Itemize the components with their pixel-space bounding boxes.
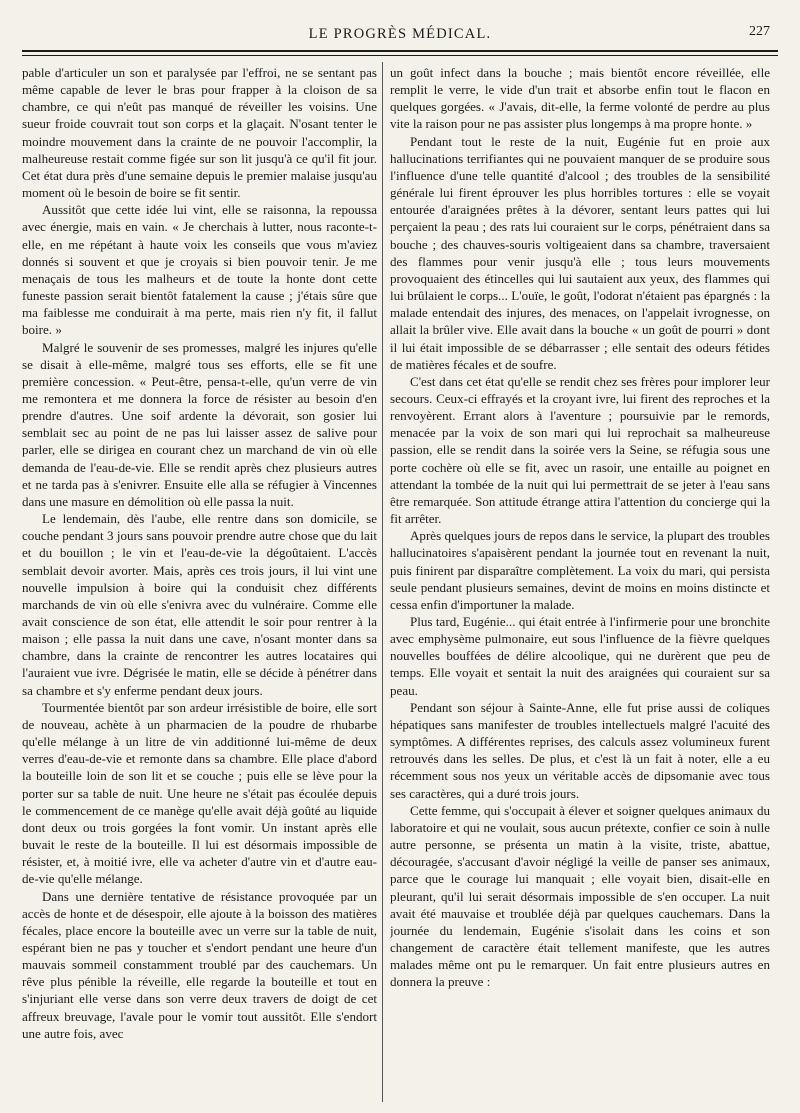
paragraph: pable d'articuler un son et paralysée par l'effroi, ne se sentant pas même capable de lever le bras pour frapper à la cloison de sa chambre, ce qui n'eût pas manqué de réveiller les voisins. Une sueur froide couvrait tout son corps et la glaçait. N'osant tenter le moindre mouvement dans la crainte de ne pouvoir l'accomplir, la malheureuse restait comme figée sur son lit jusqu'à ce qu'il fit jour. Cet état dura près d'une semaine depuis le premier malaise jusqu'au moment où le besoin de boire se fit sentir. <box>22 65 377 201</box>
paragraph: Dans une dernière tentative de résistance provoquée par un accès de honte et de désespoir, elle ajoute à la boisson des matières fécales, place encore la bouteille avec un verre sur la table de nuit, espérant bien ne pas y toucher et s'endort pendant une heure d'un mauvais sommeil constamment troublé par des cauchemars. Un rêve plus pénible la réveille, elle regarde la bouteille et tout en s'injuriant elle verse dans son verre deux travers de doigt de cet affreux breuvage, l'avale pour le vomir tout aussitôt. Elle s'endort une autre fois, avec <box>22 888 377 1041</box>
paragraph: Après quelques jours de repos dans le service, la plupart des troubles hallucinatoires s'apaisèrent pendant la journée tout en revenant la nuit, puis finirent par disparaître complètement. La voix du mari, qui persista seule pendant plusieurs semaines, devint de moins en moins distincte et cessa enfin d'importuner la malade. <box>390 528 770 612</box>
paragraph: Pendant son séjour à Sainte-Anne, elle fut prise aussi de coliques hépatiques sans manifester de troubles intellectuels malgré l'acuité des symptômes. A différentes reprises, des calculs assez volumineux furent retrouvés dans les selles. De plus, et c'est là un fait à noter, elle a eu récemment sous nos yeux un véritable accès de dipsomanie avec tous ses caractères, qui a duré trois jours. <box>390 699 770 801</box>
header-rule-thick <box>22 50 778 52</box>
left-column <box>22 64 377 1104</box>
paragraph: Cette femme, qui s'occupait à élever et soigner quelques animaux du laboratoire et qui ne voulait, sous aucun prétexte, confier ce soin à nulle autre personne, se présenta un matin à la visite, triste, abattue, découragée, s'accusant d'avoir négligé la veille de panser ses animaux, parce que le courage lui manquait ; elle voyait bien, disait-elle en pleurant, qu'il lui serait désormais impossible de s'en occuper. La nuit avait été mauvaise et troublée déjà par quelques cauchemars. Dans la journée du lendemain, Eugénie s'isolait dans les coins et son changement de caractère était tellement manifeste, que les autres malades même ont pu le remarquer. Un fait entre plusieurs autres en donnera la preuve : <box>390 802 770 990</box>
paragraph: Tourmentée bientôt par son ardeur irrésistible de boire, elle sort de nouveau, achète à un pharmacien de la poudre de rhubarbe qu'elle mélange à un litre de vin additionné lui-même de deux verres d'eau-de-vie et remonte dans sa chambre. Elle place d'abord la bouteille loin de son lit et se couche ; puis elle se lève pour la porter sur sa table de nuit. Une heure ne s'était pas écoulée depuis le commencement de ce manège qu'elle avait déjà goûté au liquide dont deux ou trois gorgées la font vomir. Un instant après elle buvait le reste de la bouteille. Il lui est désormais impossible de résister, et, à moitié ivre, elle va acheter d'autre vin et d'autre eau-de-vie qu'elle mélange. <box>22 699 377 887</box>
paragraph: Aussitôt que cette idée lui vint, elle se raisonna, la repoussa avec énergie, mais en vain. « Je cherchais à lutter, nous raconte-t-elle, en me répétant à haute voix les conseils que vous m'aviez donnés si souvent et que je croyais si bien pouvoir tenir. Je me menaçais de tous les malheurs et de toute la honte dont cette funeste passion serait bientôt fatalement la cause ; j'étais sûre que ma faiblesse me conduirait à ma perte, mais rien n'y fit, il fallut boire. » <box>22 202 377 338</box>
column-divider <box>382 62 383 1102</box>
page-number: 227 <box>749 24 770 39</box>
page-header <box>0 24 800 46</box>
header-rule-thin <box>22 55 778 56</box>
journal-title: LE PROGRÈS MÉDICAL. <box>308 26 492 42</box>
right-column <box>390 64 770 1104</box>
paragraph: un goût infect dans la bouche ; mais bientôt encore réveillée, elle remplit le verre, le vide d'un trait et absorbe enfin tout le flacon en quelques gorgées. « J'avais, dit-elle, la ferme volonté de perdre au plus vite la raison pour ne pas assister plus longemps à ma propre honte. » <box>390 65 770 132</box>
paragraph: Pendant tout le reste de la nuit, Eugénie fut en proie aux hallucinations terrifiantes qui ne pouvaient manquer de se produire sous l'influence d'une telle quantité d'alcool ; des troubles de la sensibilité générale lui firent éprouver les plus horribles tortures : elle se voyait entourée d'araignées prêtes à la dévorer, sentant leurs pattes qui lui perçaient la peau ; des rats lui couraient sur le corps, pénétraient dans sa bouche ; des chauves-souris voltigeaient dans sa chambre, traversaient des flammes pour venir jusqu'à elle ; tous leurs mouvements provoquaient des étincelles qui lui sautaient aux yeux, des flammes qui lui brûlaient le corps... L'ouïe, le goût, l'odorat n'étaient pas épargnés : la malade entendait des injures, des menaces, on l'appelait ivrognesse, on allait la brûler vive. Elle avait dans la bouche « un goût de pourri » dont il lui était impossible de se débarrasser ; elle sentait des odeurs fétides de matières fécales et de soufre. <box>390 133 770 372</box>
paragraph: Plus tard, Eugénie... qui était entrée à l'infirmerie pour une bronchite avec emphysème pulmonaire, eut sous l'influence de la fièvre quelques nouvelles bouffées de délire alcoolique, qui ne durèrent que peu de temps. Elle voyait et sentait la nuit des araignées qui couraient sur sa peau. <box>390 614 770 698</box>
paragraph: C'est dans cet état qu'elle se rendit chez ses frères pour implorer leur secours. Ceux-ci effrayés et la croyant ivre, lui firent des reproches et la renvoyèrent. Errant alors à l'aventure ; poursuivie par le remords, menacée par la voix de son mari qui lui reprochait sa malheureuse passion, elle se rendit dans la soirée vers la Seine, se réfugia sous une porte cochère où elle se fit, avec un rasoir, une entaille au poignet en attendant la tombée de la nuit qui lui permettrait de se jeter à l'eau sans être remarquée. Son attitude étrange attira l'attention du concierge qui la fit arrêter. <box>390 373 770 527</box>
paragraph: Malgré le souvenir de ses promesses, malgré les injures qu'elle se disait à elle-même, malgré tous ses efforts, elle se fit une première concession. « Peut-être, pensa-t-elle, qu'un verre de vin me remontera et me donnera la force de résister au besoin d'en prendre d'autres. Une soif ardente la dévorait, son gosier lui semblait sec au point de ne pas lui laisser assez de salive pour parler, elle se dirigea en courant chez un marchand de vin où elle demanda de l'eau-de-vie. Elle se rendit après chez plusieurs autres et ne tarda pas à s'enivrer. Ensuite elle alla se réfugier à Vincennes dans une masure en démolition où elle passa la nuit. <box>22 339 377 509</box>
paragraph: Le lendemain, dès l'aube, elle rentre dans son domicile, se couche pendant 3 jours sans pouvoir prendre autre chose que du lait et du bouillon ; le vin et l'eau-de-vie la dégoûtaient. L'accès semblait devoir avorter. Mais, après ces trois jours, il lui vint une nouvelle impulsion à boire qui la conduisit chez différents marchands de vin où elle s'enivra avec du vulnéraire. Comme elle avait conscience de son état, elle attendit le soir pour rentrer à la maison ; elle passa la nuit dans une cave, n'osant monter dans sa chambre, dans la crainte de rencontrer les autres locataires qui l'auraient vue ivre. Dégrisée le matin, elle se décide à pénétrer dans sa chambre et s'y enferme pendant deux jours. <box>22 511 377 698</box>
